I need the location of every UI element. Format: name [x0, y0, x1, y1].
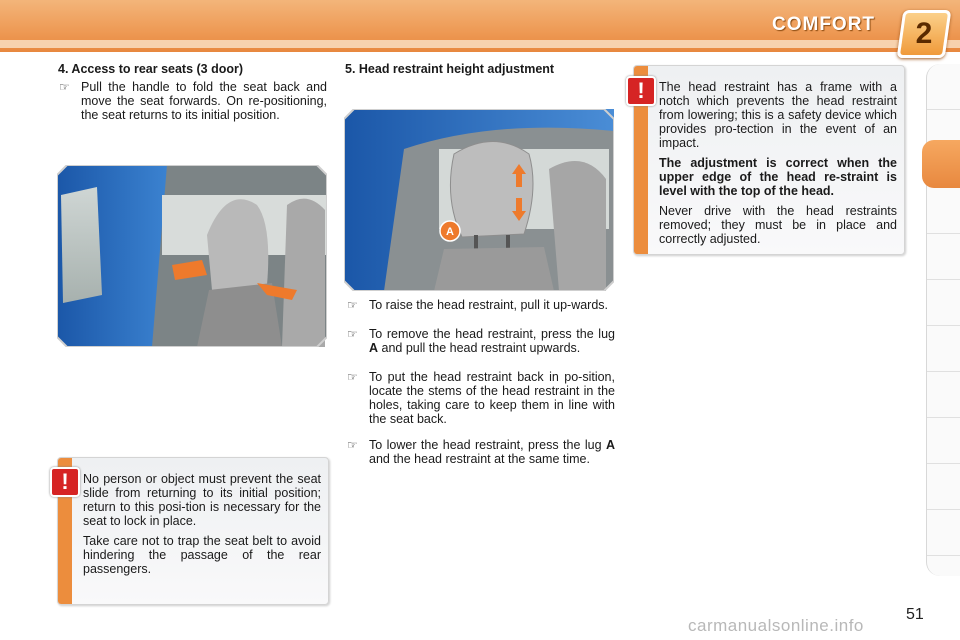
section5-bullet-text: To remove the head restraint, press the lug A and pull the head restraint upwards. — [369, 327, 615, 355]
head-restraint-photo — [344, 109, 614, 291]
chapter-badge — [897, 10, 952, 58]
section4-bullet — [59, 80, 327, 122]
section5-bullet-text: To raise the head restraint, pull it up-wards. — [369, 298, 609, 312]
side-tab[interactable] — [927, 372, 960, 418]
side-tab-active[interactable] — [922, 140, 960, 188]
warning-box-text — [659, 80, 897, 252]
rear-seat-photo — [57, 165, 327, 347]
side-tab[interactable] — [927, 188, 960, 234]
warning-box-head-restraint — [633, 65, 905, 255]
warning-paragraph: Take care not to trap the seat belt to avoid hindering the passage of the rear passengers. — [83, 534, 321, 576]
section5-heading: 5. Head restraint height adjustment — [345, 62, 555, 76]
warning-paragraph: Never drive with the head restraints removed; they must be in place and correctly adjusted. — [659, 204, 897, 246]
section5-bullet — [347, 438, 615, 466]
chapter-number: 2 — [915, 17, 933, 50]
warning-exclamation-icon: ! — [50, 467, 80, 497]
warning-paragraph: No person or object must prevent the seat slide from returning to its initial position; return to this posi-tion is necessary for the seat to lock in place. — [83, 472, 321, 528]
chapter-title: COMFORT — [772, 14, 876, 35]
side-tab[interactable] — [927, 234, 960, 280]
bullet-hand-icon: ☞ — [347, 438, 358, 452]
side-tab[interactable] — [927, 464, 960, 510]
section5-bullet — [347, 327, 615, 355]
header-shade — [0, 40, 960, 48]
warning-box-seat-slide — [57, 457, 329, 605]
bullet-hand-icon: ☞ — [59, 80, 70, 94]
watermark: carmanualsonline.info — [688, 616, 864, 635]
warning-exclamation-icon: ! — [626, 76, 656, 106]
warning-paragraph: The head restraint has a frame with a notch which prevents the head restraint from lowering; this is a safety device which provides pro-tection in the event of an impact. — [659, 80, 897, 150]
lug-a-label: A — [446, 226, 454, 238]
page-number: 51 — [906, 606, 924, 623]
side-tab[interactable] — [927, 326, 960, 372]
warning-paragraph-bold: The adjustment is correct when the upper edge of the head re-straint is level with the top of the head. — [659, 156, 897, 198]
bullet-hand-icon: ☞ — [347, 327, 358, 341]
bullet-hand-icon: ☞ — [347, 298, 358, 312]
side-tab[interactable] — [927, 280, 960, 326]
section5-bullet-text: To put the head restraint back in po-sition, locate the stems of the head restraint in the holes, taking care to keep them in line with the seat back. — [369, 370, 615, 426]
section5-bullet — [347, 298, 615, 312]
section5-bullet-text: To lower the head restraint, press the lug A and the head restraint at the same time. — [369, 438, 615, 466]
warning-box-text — [83, 472, 321, 582]
side-tab[interactable] — [927, 418, 960, 464]
side-tab[interactable] — [927, 64, 960, 110]
side-tab[interactable] — [927, 510, 960, 556]
bullet-hand-icon: ☞ — [347, 370, 358, 384]
section4-heading: 4. Access to rear seats (3 door) — [58, 62, 244, 76]
section4-bullet-text: Pull the handle to fold the seat back and move the seat forwards. On re-positioning, the seat returns to its initial position. — [81, 80, 327, 122]
section5-bullet — [347, 370, 615, 426]
